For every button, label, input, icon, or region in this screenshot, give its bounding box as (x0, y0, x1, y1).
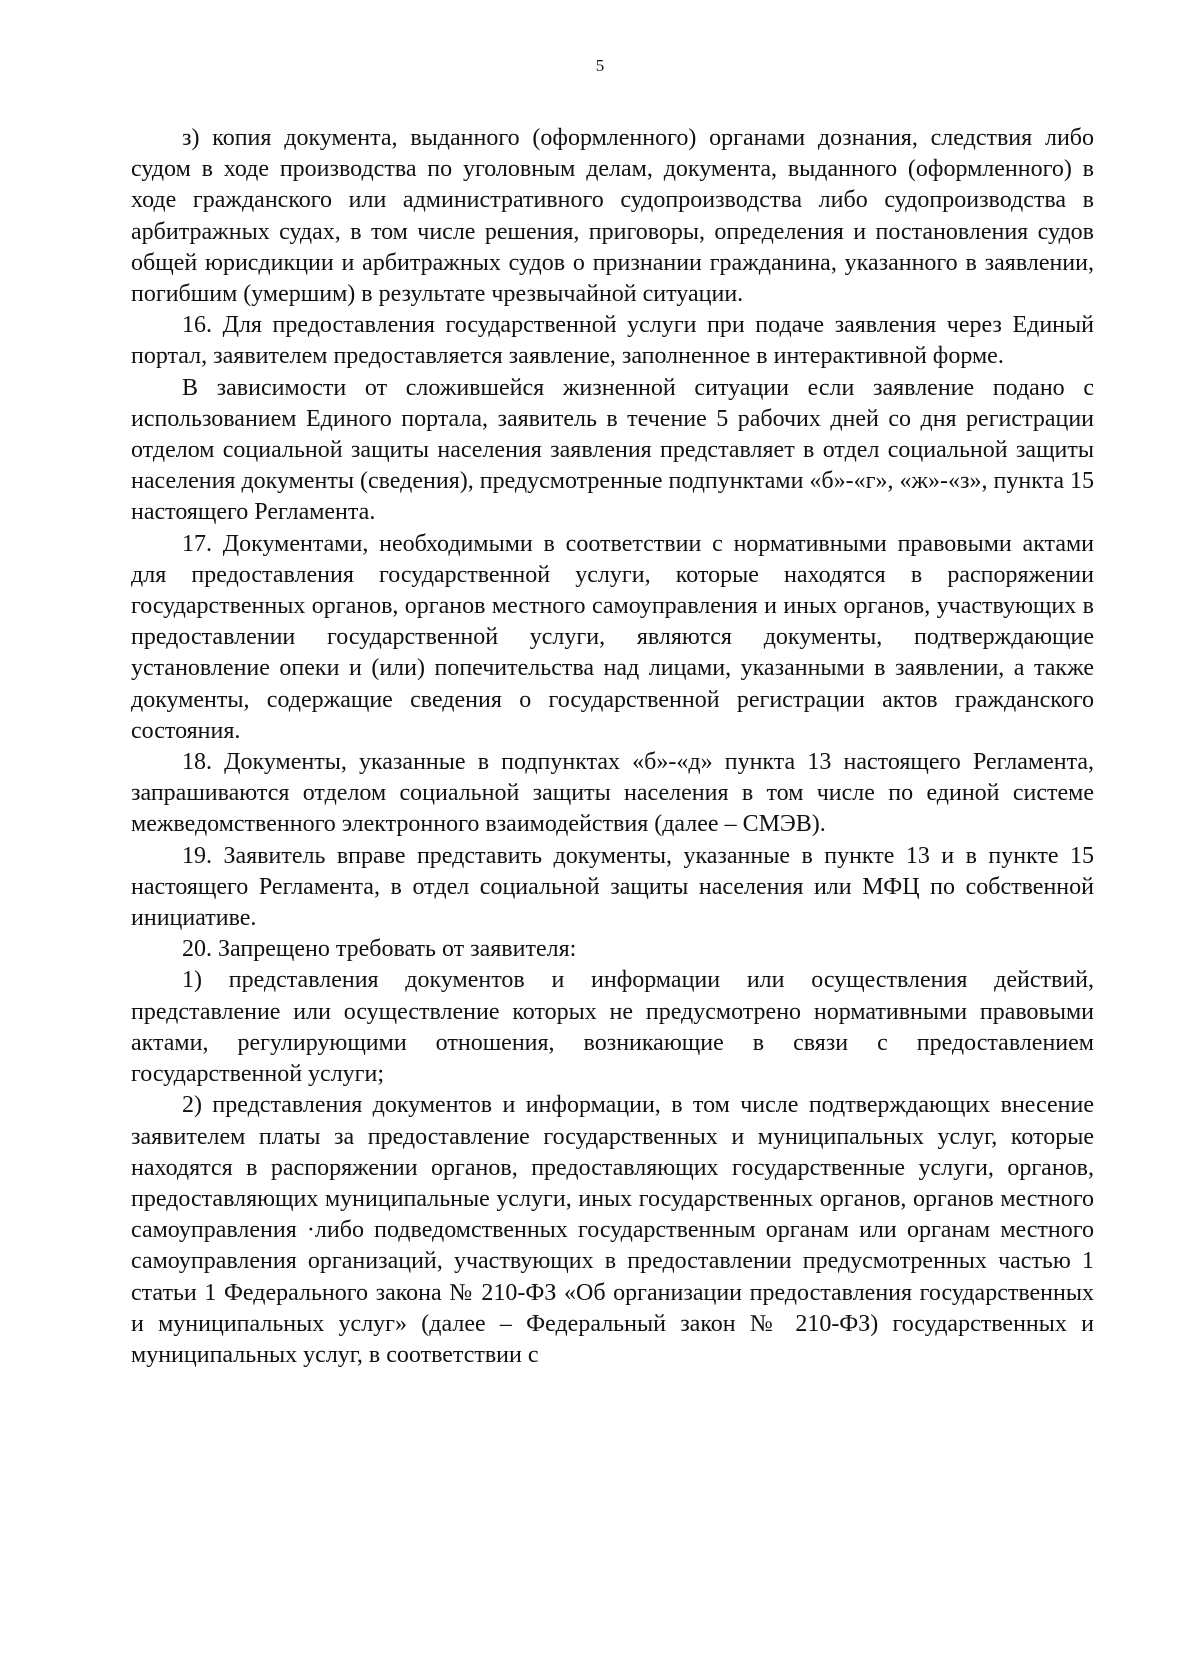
page-number: 5 (595, 56, 605, 75)
paragraph-16: 16. Для предоставления государственной услуги при подаче заявления через Единый портал, заявителем предоставляется заявление, заполненное в интерактивной форме. (131, 312, 1094, 370)
paragraph-3z: з) копия документа, выданного (оформленного) органами дознания, следствия либо судом в ходе производства по уголовным делам, документа, выданного (оформленного) в ходе гражданского или административного судопроизводства либо судопроизводства в арбитражных судах, в том числе решения, приговоры, определения и постановления судов общей юрисдикции и арбитражных судов о признании гражданина, указанного в заявлении, погибшим (умершим) в результате чрезвычайной ситуации. (131, 125, 1094, 308)
paragraph-19: 19. Заявитель вправе представить документы, указанные в пункте 13 и в пункте 15 настоящего Регламента, в отдел социальной защиты населения или МФЦ по собственной инициативе. (131, 842, 1094, 932)
paragraph-16-continued: В зависимости от сложившейся жизненной ситуации если заявление подано с использованием Единого портала, заявитель в течение 5 рабочих дней со дня регистрации отделом социальной защиты населения заявления представляет в отдел социальной защиты населения документы (сведения), предусмотренные подпунктами «б»-«г», «ж»-«з», пункта 15 настоящего Регламента. (131, 374, 1094, 526)
paragraph-17: 17. Документами, необходимыми в соответствии с нормативными правовыми актами для предоставления государственной услуги, которые находятся в распоряжении государственных органов, органов местного самоуправления и иных органов, участвующих в предоставлении государственной услуги, являются документы, подтверждающие установление опеки и (или) попечительства над лицами, указанными в заявлении, а также документы, содержащие сведения о государственной регистрации актов гражданского состояния. (131, 530, 1094, 744)
paragraph-18: 18. Документы, указанные в подпунктах «б»-«д» пункта 13 настоящего Регламента, запрашиваются отделом социальной защиты населения в том числе по единой системе межведомственного электронного взаимодействия (далее – СМЭВ). (131, 749, 1094, 838)
paragraph-20-item-2: 2) представления документов и информации, в том числе подтверждающих внесение заявителем платы за предоставление государственных и муниципальных услуг, которые находятся в распоряжении органов, предоставляющих государственные услуги, органов, предоставляющих муниципальные услуги, иных государственных органов, органов местного самоуправления ·либо подведомственных государственным органам или органам местного самоуправления организаций, участвующих в предоставлении предусмотренных частью 1 статьи 1 Федерального закона № 210-ФЗ «Об организации предоставления государственных и муниципальных услуг» (далее – Федеральный закон № 210-ФЗ) государственных и муниципальных услуг, в соответствии с (131, 1092, 1094, 1368)
document-body (131, 123, 1094, 1371)
paragraph-20: 20. Запрещено требовать от заявителя: (182, 936, 577, 963)
paragraph-20-item-1: 1) представления документов и информации или осуществления действий, представление или осуществление которых не предусмотрено нормативными правовыми актами, регулирующими отношения, возникающие в связи с предоставлением государственной услуги; (131, 967, 1094, 1088)
